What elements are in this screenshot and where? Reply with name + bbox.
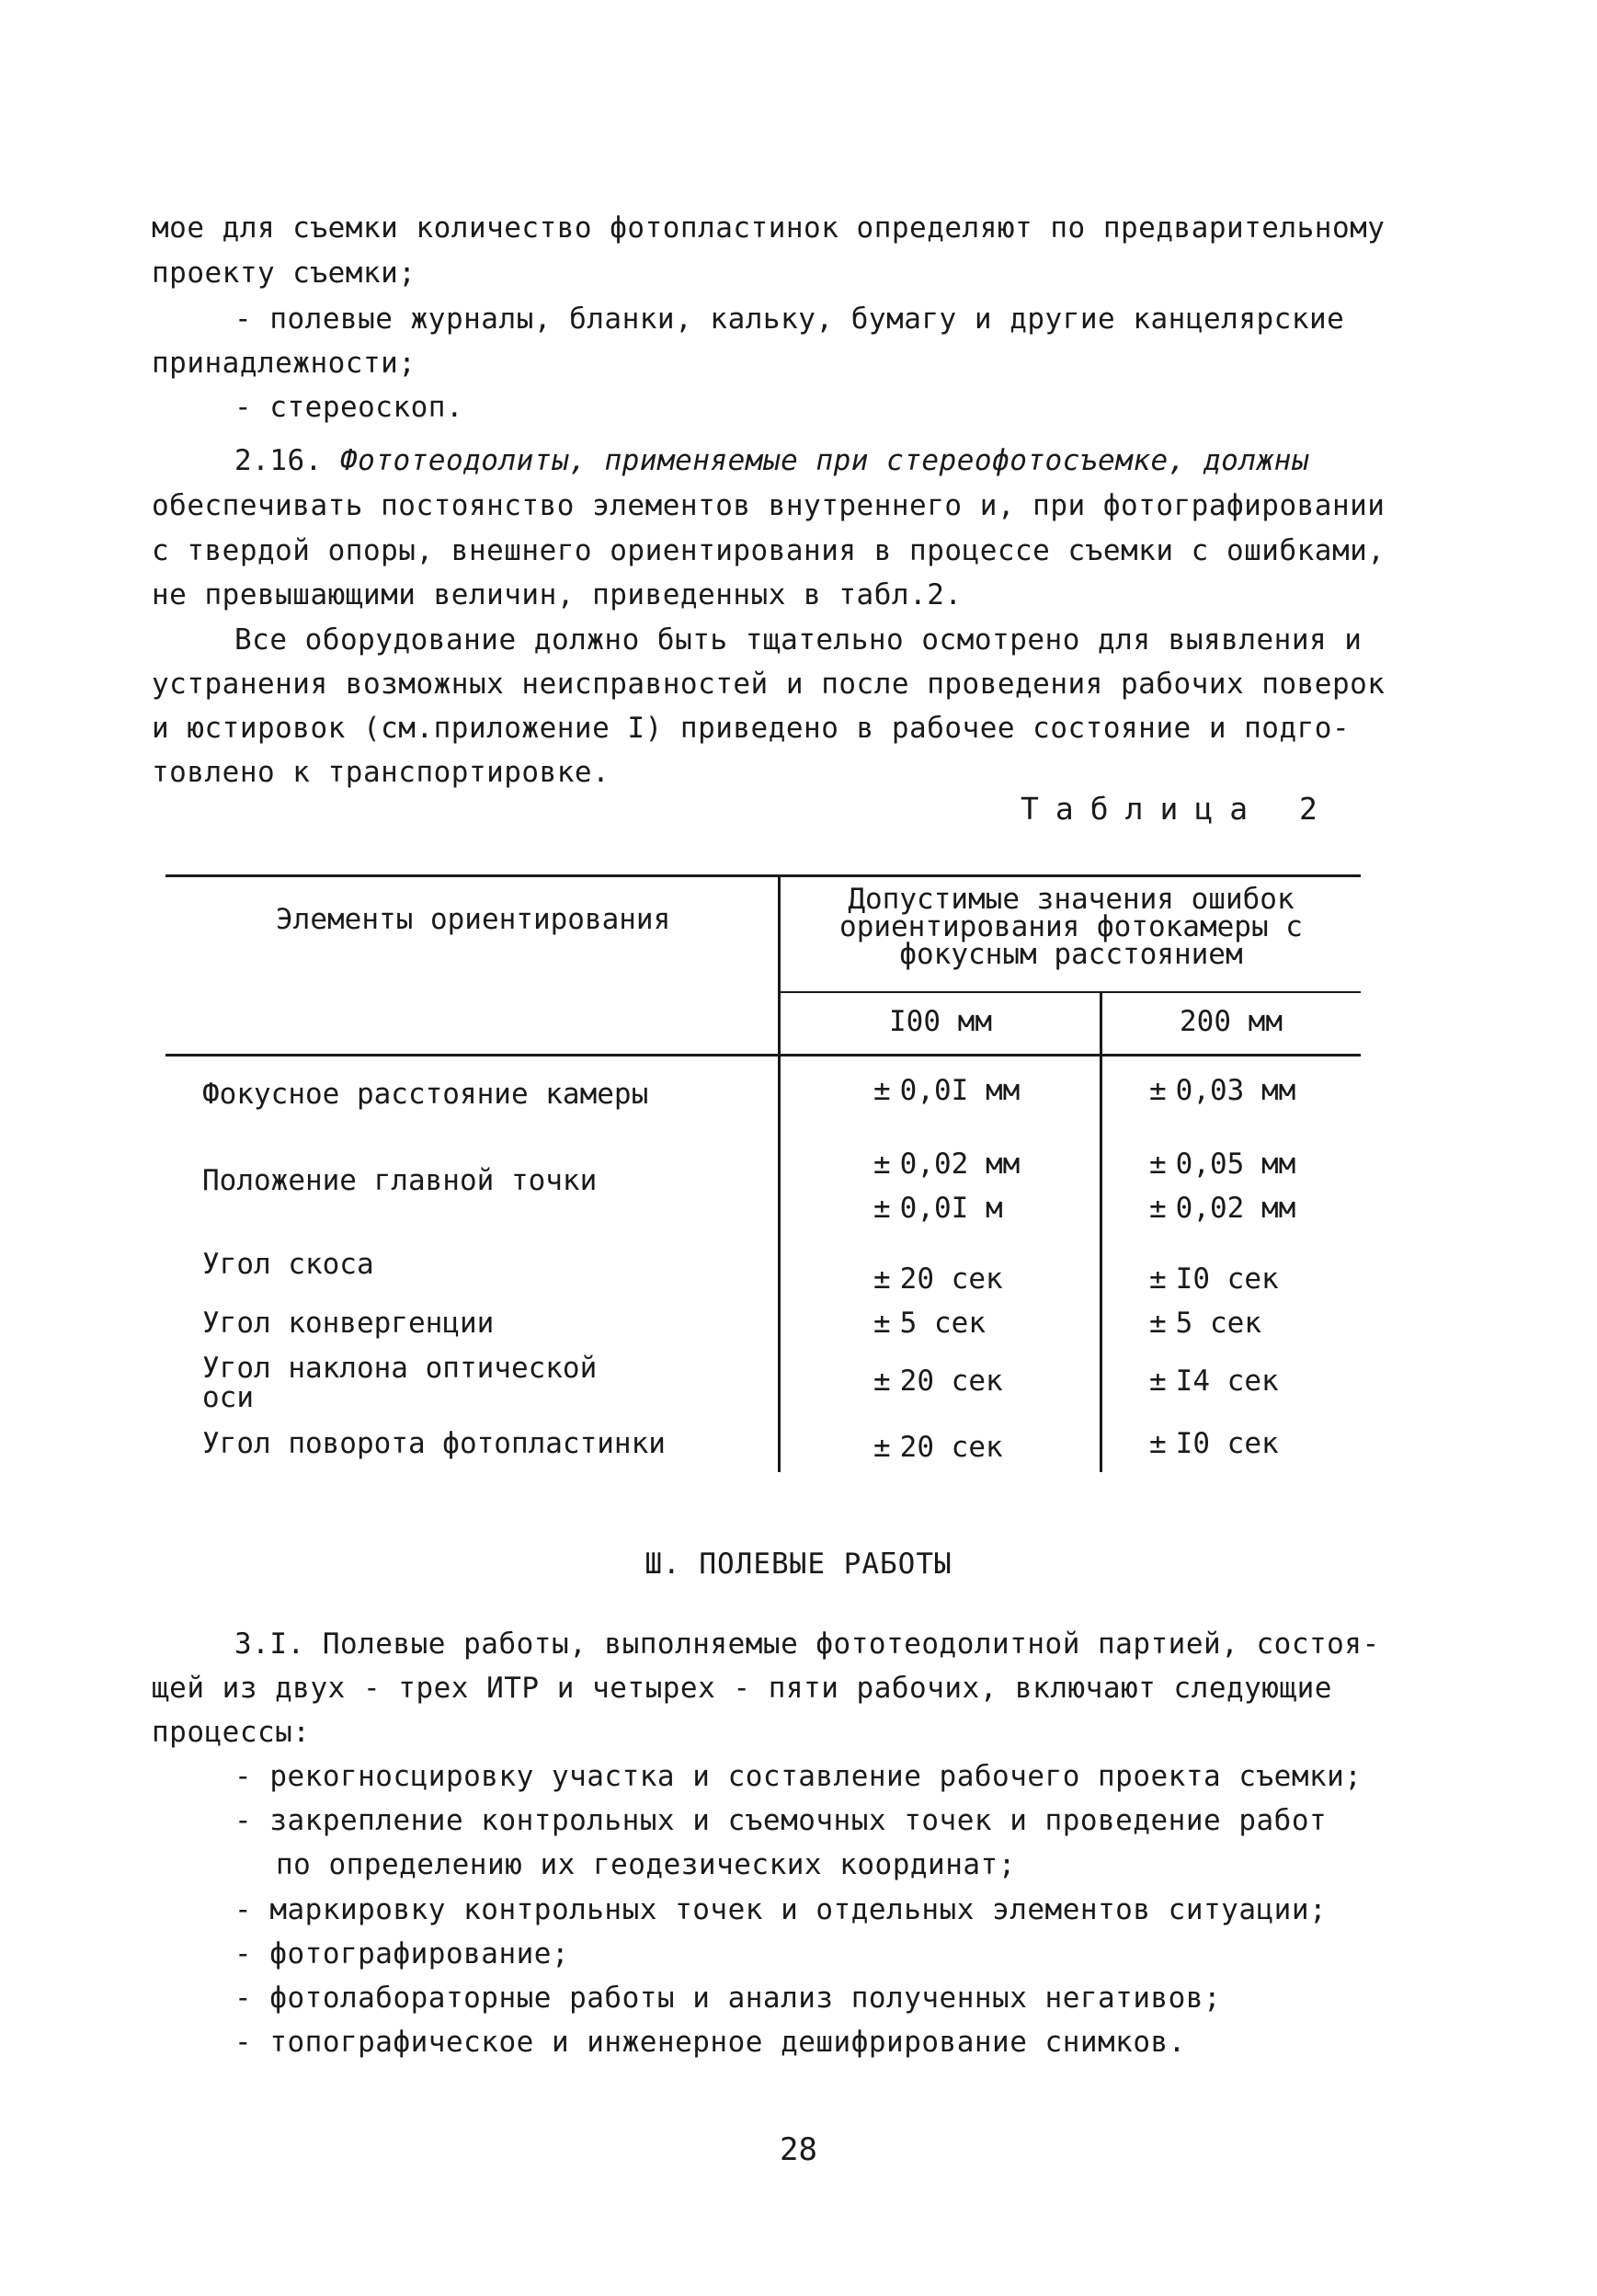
table-row-value-200: ± 0,03 мм: [1149, 1074, 1296, 1107]
table-top-rule: [165, 874, 1361, 877]
para-2-16-number: 2.16.: [234, 444, 323, 477]
para-2-16-line: с твердой опоры, внешнего ориентирования в процессе съемки с ошибками,: [152, 534, 1386, 567]
intro-line-4: принадлежности;: [152, 347, 416, 380]
equipment-line: устранения возможных неисправностей и после проведения рабочих поверок: [152, 668, 1386, 701]
intro-line-3: - полевые журналы, бланки, кальку, бумагу и другие канцелярские: [234, 303, 1345, 336]
equipment-line: товлено к транспортировке.: [152, 756, 610, 789]
plus-minus-sign: ±: [1149, 1262, 1167, 1296]
table-col2-header: [791, 883, 1352, 971]
plus-minus-sign: ±: [1149, 1365, 1167, 1398]
table-row-label: Угол конвергенции: [202, 1307, 495, 1340]
table-row-label: Фокусное расстояние камеры: [202, 1078, 649, 1111]
equipment-line: Все оборудование должно быть тщательно осмотрено для выявления и: [234, 623, 1363, 657]
intro-line-2: проекту съемки;: [152, 257, 416, 290]
table-row-label: Угол скоса: [202, 1248, 374, 1281]
table-row-value-100: ± 20 сек: [873, 1365, 1003, 1398]
table-subheader-200: 200 мм: [1180, 1005, 1283, 1038]
plus-minus-sign: ±: [873, 1307, 891, 1340]
table-row-value-100: ± 20 сек: [873, 1262, 1003, 1296]
process-list-item: - топографическое и инженерное дешифрирование снимков.: [234, 2026, 1186, 2059]
table-subcol-divider: [1100, 991, 1102, 1472]
equipment-line: и юстировок (см.приложение I) приведено в рабочее состояние и подго-: [152, 712, 1351, 745]
intro-line-1: мое для съемки количество фотопластинок определяют по предварительному: [152, 211, 1386, 245]
plus-minus-sign: ±: [873, 1365, 891, 1398]
plus-minus-sign: ±: [873, 1431, 891, 1464]
table-row-label: оси: [202, 1381, 254, 1414]
plus-minus-sign: ±: [1149, 1074, 1167, 1107]
table-title: Таблица 2: [1021, 791, 1334, 827]
table-row-value-100: ± 0,02 мм: [873, 1148, 1021, 1181]
table-col-divider: [778, 874, 781, 1472]
page-number: 28: [780, 2131, 817, 2168]
section-title: Ш. ПОЛЕВЫЕ РАБОТЫ: [645, 1548, 952, 1581]
table-row-value-200: ± 0,02 мм: [1149, 1192, 1296, 1225]
table-row-value-200: ± 5 сек: [1149, 1307, 1261, 1340]
process-list-item: - фотолабораторные работы и анализ полученных негативов;: [234, 1982, 1222, 2015]
plus-minus-sign: ±: [1149, 1148, 1167, 1181]
table-subheader-100: I00 мм: [889, 1005, 992, 1038]
process-list-item: - маркировку контрольных точек и отдельных элементов ситуации;: [234, 1893, 1328, 1926]
process-list-item: - фотографирование;: [234, 1937, 570, 1970]
table-row-value-100: ± 20 сек: [873, 1431, 1003, 1464]
para-2-16-italic-lead: Фототеодолиты, применяемые при стереофотосъемке, должны: [340, 444, 1309, 477]
process-list-item: - рекогносцировку участка и составление рабочего проекта съемки;: [234, 1760, 1363, 1793]
plus-minus-sign: ±: [873, 1192, 891, 1225]
table-row-value-200: ± I4 сек: [1149, 1365, 1279, 1398]
plus-minus-sign: ±: [873, 1262, 891, 1296]
process-list-item: - закрепление контрольных и съемочных точек и проведение работ: [234, 1804, 1328, 1837]
para-2-16-first-line: [234, 442, 1522, 479]
table-subheader-rule: [780, 991, 1361, 993]
para-3-1-line: 3.I. Полевые работы, выполняемые фототеодолитной партией, состоя-: [234, 1628, 1380, 1661]
table-row-value-100: ± 0,0I мм: [873, 1074, 1021, 1107]
table-row-value-200: ± I0 сек: [1149, 1427, 1279, 1460]
para-3-1-line: процессы:: [152, 1716, 311, 1749]
plus-minus-sign: ±: [1149, 1192, 1167, 1225]
plus-minus-sign: ±: [873, 1074, 891, 1107]
para-2-16-line: обеспечивать постоянство элементов внутреннего и, при фотографировании: [152, 489, 1386, 522]
table-row-value-200: ± 0,05 мм: [1149, 1148, 1296, 1181]
table-row-label: Угол поворота фотопластинки: [202, 1427, 666, 1460]
table-row-value-100: ± 5 сек: [873, 1307, 986, 1340]
plus-minus-sign: ±: [1149, 1307, 1167, 1340]
table-row-value-200: ± I0 сек: [1149, 1262, 1279, 1296]
table-col2-header-line: ориентирования фотокамеры с: [839, 910, 1303, 943]
table-header-bottom-rule: [165, 1054, 1361, 1057]
para-2-16-line: не превышающими величин, приведенных в табл.2.: [152, 578, 963, 611]
intro-line-5: - стереоскоп.: [234, 391, 464, 424]
table-row-value-100: ± 0,0I м: [873, 1192, 1003, 1225]
table-col2-header-line: фокусным расстоянием: [899, 938, 1243, 971]
para-3-1-line: щей из двух - трех ИТР и четырех - пяти рабочих, включают следующие: [152, 1672, 1332, 1705]
process-list-item-continuation: по определению их геодезических координат;: [276, 1848, 1016, 1881]
table-col2-header-line: Допустимые значения ошибок: [848, 883, 1295, 916]
plus-minus-sign: ±: [873, 1148, 891, 1181]
table-row-label: Положение главной точки: [202, 1164, 598, 1197]
table-col1-header: Элементы ориентирования: [276, 903, 671, 936]
table-row-label: Угол наклона оптической: [202, 1352, 598, 1385]
plus-minus-sign: ±: [1149, 1427, 1167, 1460]
